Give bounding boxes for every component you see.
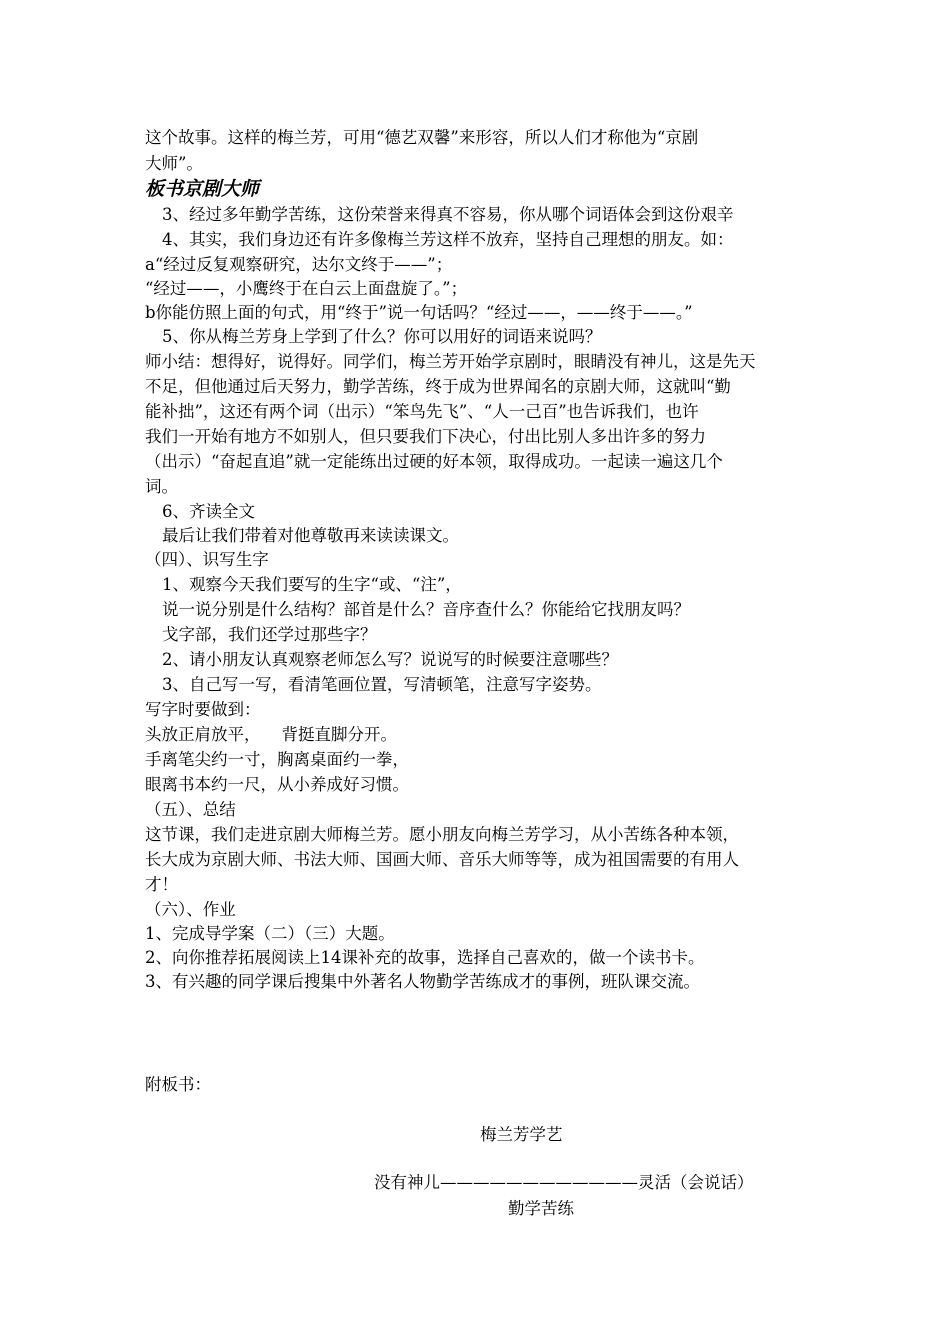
item-4a-example: “经过——，小鹰终于在白云上面盘旋了。”； [145,279,468,298]
summary-line-6: 词。 [145,477,178,496]
section-4-item-3: 3、自己写一写，看清笔画位置，写清顿笔，注意写字姿势。 [162,675,602,694]
item-6-text: 最后让我们带着对他尊敬再来读读课文。 [162,526,459,545]
summary-line-2: 不足，但他通过后天努力，勤学苦练，终于成为世界闻名的京剧大师，这就叫“勤 [145,377,731,396]
homework-3: 3、有兴趣的同学课后搜集中外著名人物勤学苦练成才的事例，班队课交流。 [145,972,700,991]
homework-1: 1、完成导学案（二）（三）大题。 [145,924,395,943]
homework-2: 2、向你推荐拓展阅读上14课补充的故事，选择自己喜欢的，做一个读书卡。 [145,948,705,967]
section-4-item-1c: 戈字部，我们还学过那些字？ [162,625,377,644]
summary-line-3: 能补拙”，这还有两个词（出示）“笨鸟先飞”、“人一己百”也告诉我们，也许 [145,402,699,421]
section-5-line-1: 这节课，我们走进京剧大师梅兰芳。愿小朋友向梅兰芳学习，从小苦练各种本领， [145,825,739,844]
section-4-item-1b: 说一说分别是什么结构？部首是什么？音序查什么？你能给它找朋友吗？ [162,600,690,619]
section-4-heading: （四）、识写生字 [145,550,269,569]
item-4b: b你能仿照上面的句式，用“终于”说一句话吗？“经过——，——终于——。” [145,303,693,322]
section-6-heading: （六）、作业 [145,900,236,919]
section-5-line-2: 长大成为京剧大师、书法大师、国画大师、音乐大师等等，成为祖国需要的有用人 [145,850,739,869]
item-4a: a“经过反复观察研究，达尔文终于——”； [145,255,453,274]
board-row-1: 没有神儿————————————灵活（会说话） [374,1173,754,1192]
section-4-item-2: 2、请小朋友认真观察老师怎么写？说说写的时候要注意哪些？ [162,650,618,669]
writing-rules-title: 写字时要做到： [145,700,261,719]
intro-line-1: 这个故事。这样的梅兰芳，可用“德艺双馨”来形容，所以人们才称他为“京剧 [145,128,699,147]
board-heading: 板书京剧大师 [145,178,260,200]
section-5-line-3: 才！ [145,875,178,894]
item-3: 3、经过多年勤学苦练，这份荣誉来得真不容易，你从哪个词语体会到这份艰辛 [162,205,734,224]
writing-rule-1: 头放正肩放平， 背挺直脚分开。 [145,725,397,744]
section-5-heading: （五）、总结 [145,800,236,819]
item-6: 6、齐读全文 [162,502,255,521]
board-label: 附板书： [145,1075,211,1094]
item-4: 4、其实，我们身边还有许多像梅兰芳这样不放弃，坚持自己理想的朋友。如： [162,230,734,249]
summary-line-1: 师小结：想得好，说得好。同学们，梅兰芳开始学京剧时，眼睛没有神儿，这是先天 [145,352,756,371]
board-row-2: 勤学苦练 [508,1199,574,1218]
intro-line-2: 大师”。 [145,154,203,173]
writing-rule-3: 眼离书本约一尺，从小养成好习惯。 [145,775,409,794]
writing-rule-2: 手离笔尖约一寸，胸离桌面约一拳， [145,750,409,769]
item-5: 5、你从梅兰芳身上学到了什么？你可以用好的词语来说吗？ [162,327,602,346]
board-title: 梅兰芳学艺 [480,1125,563,1144]
summary-line-5: （出示）“奋起直追”就一定能练出过硬的好本领，取得成功。一起读一遍这几个 [145,452,723,471]
summary-line-4: 我们一开始有地方不如别人，但只要我们下决心，付出比别人多出许多的努力 [145,427,706,446]
section-4-item-1: 1、观察今天我们要写的生字“或、“注”， [162,575,462,594]
